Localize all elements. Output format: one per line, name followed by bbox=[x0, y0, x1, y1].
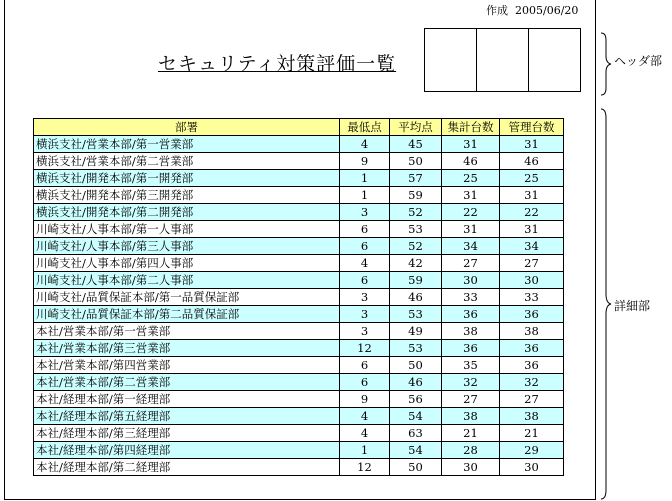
value-cell: 38 bbox=[500, 323, 564, 340]
table-row bbox=[34, 153, 564, 170]
value-cell: 6 bbox=[340, 221, 390, 238]
created-date: 2005/06/20 bbox=[515, 4, 579, 17]
value-cell: 50 bbox=[390, 153, 442, 170]
value-cell: 52 bbox=[390, 204, 442, 221]
department-cell: 本社/経理本部/第四経理部 bbox=[34, 442, 340, 459]
created-label: 作成 bbox=[486, 4, 508, 17]
value-cell: 54 bbox=[390, 442, 442, 459]
value-cell: 25 bbox=[500, 170, 564, 187]
value-cell: 1 bbox=[340, 187, 390, 204]
value-cell: 34 bbox=[500, 238, 564, 255]
column-header: 管理台数 bbox=[500, 119, 564, 136]
value-cell: 42 bbox=[390, 255, 442, 272]
value-cell: 30 bbox=[442, 272, 500, 289]
value-cell: 59 bbox=[390, 187, 442, 204]
value-cell: 22 bbox=[500, 204, 564, 221]
table-header-row bbox=[34, 119, 564, 136]
detail-section-brace bbox=[600, 108, 612, 500]
table-row bbox=[34, 255, 564, 272]
value-cell: 36 bbox=[442, 340, 500, 357]
value-cell: 53 bbox=[390, 221, 442, 238]
column-header: 平均点 bbox=[390, 119, 442, 136]
department-cell: 横浜支社/開発本部/第二開発部 bbox=[34, 204, 340, 221]
value-cell: 56 bbox=[390, 391, 442, 408]
value-cell: 36 bbox=[500, 357, 564, 374]
value-cell: 31 bbox=[500, 187, 564, 204]
value-cell: 30 bbox=[442, 459, 500, 476]
value-cell: 30 bbox=[500, 272, 564, 289]
value-cell: 45 bbox=[390, 136, 442, 153]
value-cell: 27 bbox=[500, 391, 564, 408]
value-cell: 12 bbox=[340, 340, 390, 357]
value-cell: 4 bbox=[340, 408, 390, 425]
value-cell: 3 bbox=[340, 323, 390, 340]
table-row bbox=[34, 187, 564, 204]
table-row bbox=[34, 391, 564, 408]
table-row bbox=[34, 289, 564, 306]
value-cell: 9 bbox=[340, 153, 390, 170]
value-cell: 6 bbox=[340, 374, 390, 391]
table-row bbox=[34, 425, 564, 442]
value-cell: 36 bbox=[442, 306, 500, 323]
value-cell: 3 bbox=[340, 204, 390, 221]
value-cell: 52 bbox=[390, 238, 442, 255]
value-cell: 54 bbox=[390, 408, 442, 425]
value-cell: 50 bbox=[390, 357, 442, 374]
value-cell: 29 bbox=[500, 442, 564, 459]
value-cell: 63 bbox=[390, 425, 442, 442]
value-cell: 31 bbox=[442, 187, 500, 204]
value-cell: 27 bbox=[442, 255, 500, 272]
value-cell: 27 bbox=[442, 391, 500, 408]
stamp-box bbox=[476, 28, 529, 92]
value-cell: 49 bbox=[390, 323, 442, 340]
department-cell: 川崎支社/人事本部/第一人事部 bbox=[34, 221, 340, 238]
table-row bbox=[34, 408, 564, 425]
value-cell: 53 bbox=[390, 306, 442, 323]
table-row bbox=[34, 323, 564, 340]
value-cell: 25 bbox=[442, 170, 500, 187]
table-row bbox=[34, 306, 564, 323]
report-page bbox=[4, 0, 596, 500]
value-cell: 35 bbox=[442, 357, 500, 374]
value-cell: 31 bbox=[500, 221, 564, 238]
stamp-box bbox=[528, 28, 581, 92]
value-cell: 53 bbox=[390, 340, 442, 357]
value-cell: 31 bbox=[442, 136, 500, 153]
table-row bbox=[34, 170, 564, 187]
department-cell: 横浜支社/開発本部/第三開発部 bbox=[34, 187, 340, 204]
table-row bbox=[34, 204, 564, 221]
value-cell: 22 bbox=[442, 204, 500, 221]
table-row bbox=[34, 136, 564, 153]
value-cell: 6 bbox=[340, 272, 390, 289]
department-cell: 川崎支社/品質保証本部/第二品質保証部 bbox=[34, 306, 340, 323]
value-cell: 33 bbox=[500, 289, 564, 306]
department-cell: 川崎支社/人事本部/第四人事部 bbox=[34, 255, 340, 272]
value-cell: 30 bbox=[500, 459, 564, 476]
value-cell: 59 bbox=[390, 272, 442, 289]
department-cell: 本社/経理本部/第二経理部 bbox=[34, 459, 340, 476]
table-row bbox=[34, 442, 564, 459]
value-cell: 32 bbox=[442, 374, 500, 391]
department-cell: 川崎支社/人事本部/第三人事部 bbox=[34, 238, 340, 255]
value-cell: 38 bbox=[442, 323, 500, 340]
value-cell: 31 bbox=[442, 221, 500, 238]
value-cell: 1 bbox=[340, 170, 390, 187]
value-cell: 28 bbox=[442, 442, 500, 459]
department-cell: 本社/経理本部/第一経理部 bbox=[34, 391, 340, 408]
department-cell: 横浜支社/営業本部/第二営業部 bbox=[34, 153, 340, 170]
value-cell: 46 bbox=[390, 374, 442, 391]
value-cell: 32 bbox=[500, 374, 564, 391]
value-cell: 36 bbox=[500, 306, 564, 323]
detail-section-label: 詳細部 bbox=[614, 299, 651, 313]
table-row bbox=[34, 357, 564, 374]
table-row bbox=[34, 238, 564, 255]
department-cell: 横浜支社/開発本部/第一開発部 bbox=[34, 170, 340, 187]
value-cell: 57 bbox=[390, 170, 442, 187]
value-cell: 34 bbox=[442, 238, 500, 255]
department-cell: 川崎支社/品質保証本部/第一品質保証部 bbox=[34, 289, 340, 306]
evaluation-table bbox=[33, 118, 564, 476]
value-cell: 4 bbox=[340, 136, 390, 153]
table-row bbox=[34, 340, 564, 357]
value-cell: 6 bbox=[340, 357, 390, 374]
column-header: 最低点 bbox=[340, 119, 390, 136]
stamp-box bbox=[424, 28, 477, 92]
value-cell: 12 bbox=[340, 459, 390, 476]
column-header: 集計台数 bbox=[442, 119, 500, 136]
department-cell: 本社/営業本部/第二営業部 bbox=[34, 374, 340, 391]
value-cell: 38 bbox=[442, 408, 500, 425]
value-cell: 46 bbox=[500, 153, 564, 170]
column-header: 部署 bbox=[34, 119, 340, 136]
value-cell: 3 bbox=[340, 289, 390, 306]
value-cell: 4 bbox=[340, 425, 390, 442]
table-row bbox=[34, 374, 564, 391]
table-row bbox=[34, 272, 564, 289]
table-row bbox=[34, 459, 564, 476]
value-cell: 50 bbox=[390, 459, 442, 476]
department-cell: 本社/経理本部/第三経理部 bbox=[34, 425, 340, 442]
department-cell: 本社/営業本部/第三営業部 bbox=[34, 340, 340, 357]
value-cell: 27 bbox=[500, 255, 564, 272]
approval-stamp-boxes bbox=[424, 28, 581, 92]
department-cell: 川崎支社/人事本部/第二人事部 bbox=[34, 272, 340, 289]
value-cell: 31 bbox=[500, 136, 564, 153]
department-cell: 横浜支社/営業本部/第一営業部 bbox=[34, 136, 340, 153]
value-cell: 36 bbox=[500, 340, 564, 357]
value-cell: 9 bbox=[340, 391, 390, 408]
value-cell: 46 bbox=[390, 289, 442, 306]
value-cell: 38 bbox=[500, 408, 564, 425]
created-date-line bbox=[486, 2, 578, 18]
report-title: セキュリティ対策評価一覧 bbox=[158, 53, 397, 75]
department-cell: 本社/営業本部/第一営業部 bbox=[34, 323, 340, 340]
value-cell: 21 bbox=[442, 425, 500, 442]
department-cell: 本社/経理本部/第五経理部 bbox=[34, 408, 340, 425]
value-cell: 21 bbox=[500, 425, 564, 442]
header-section-label: ヘッダ部 bbox=[614, 54, 663, 68]
value-cell: 33 bbox=[442, 289, 500, 306]
value-cell: 1 bbox=[340, 442, 390, 459]
value-cell: 6 bbox=[340, 238, 390, 255]
table-row bbox=[34, 221, 564, 238]
value-cell: 4 bbox=[340, 255, 390, 272]
value-cell: 46 bbox=[442, 153, 500, 170]
value-cell: 3 bbox=[340, 306, 390, 323]
header-section-brace bbox=[600, 32, 612, 96]
department-cell: 本社/営業本部/第四営業部 bbox=[34, 357, 340, 374]
